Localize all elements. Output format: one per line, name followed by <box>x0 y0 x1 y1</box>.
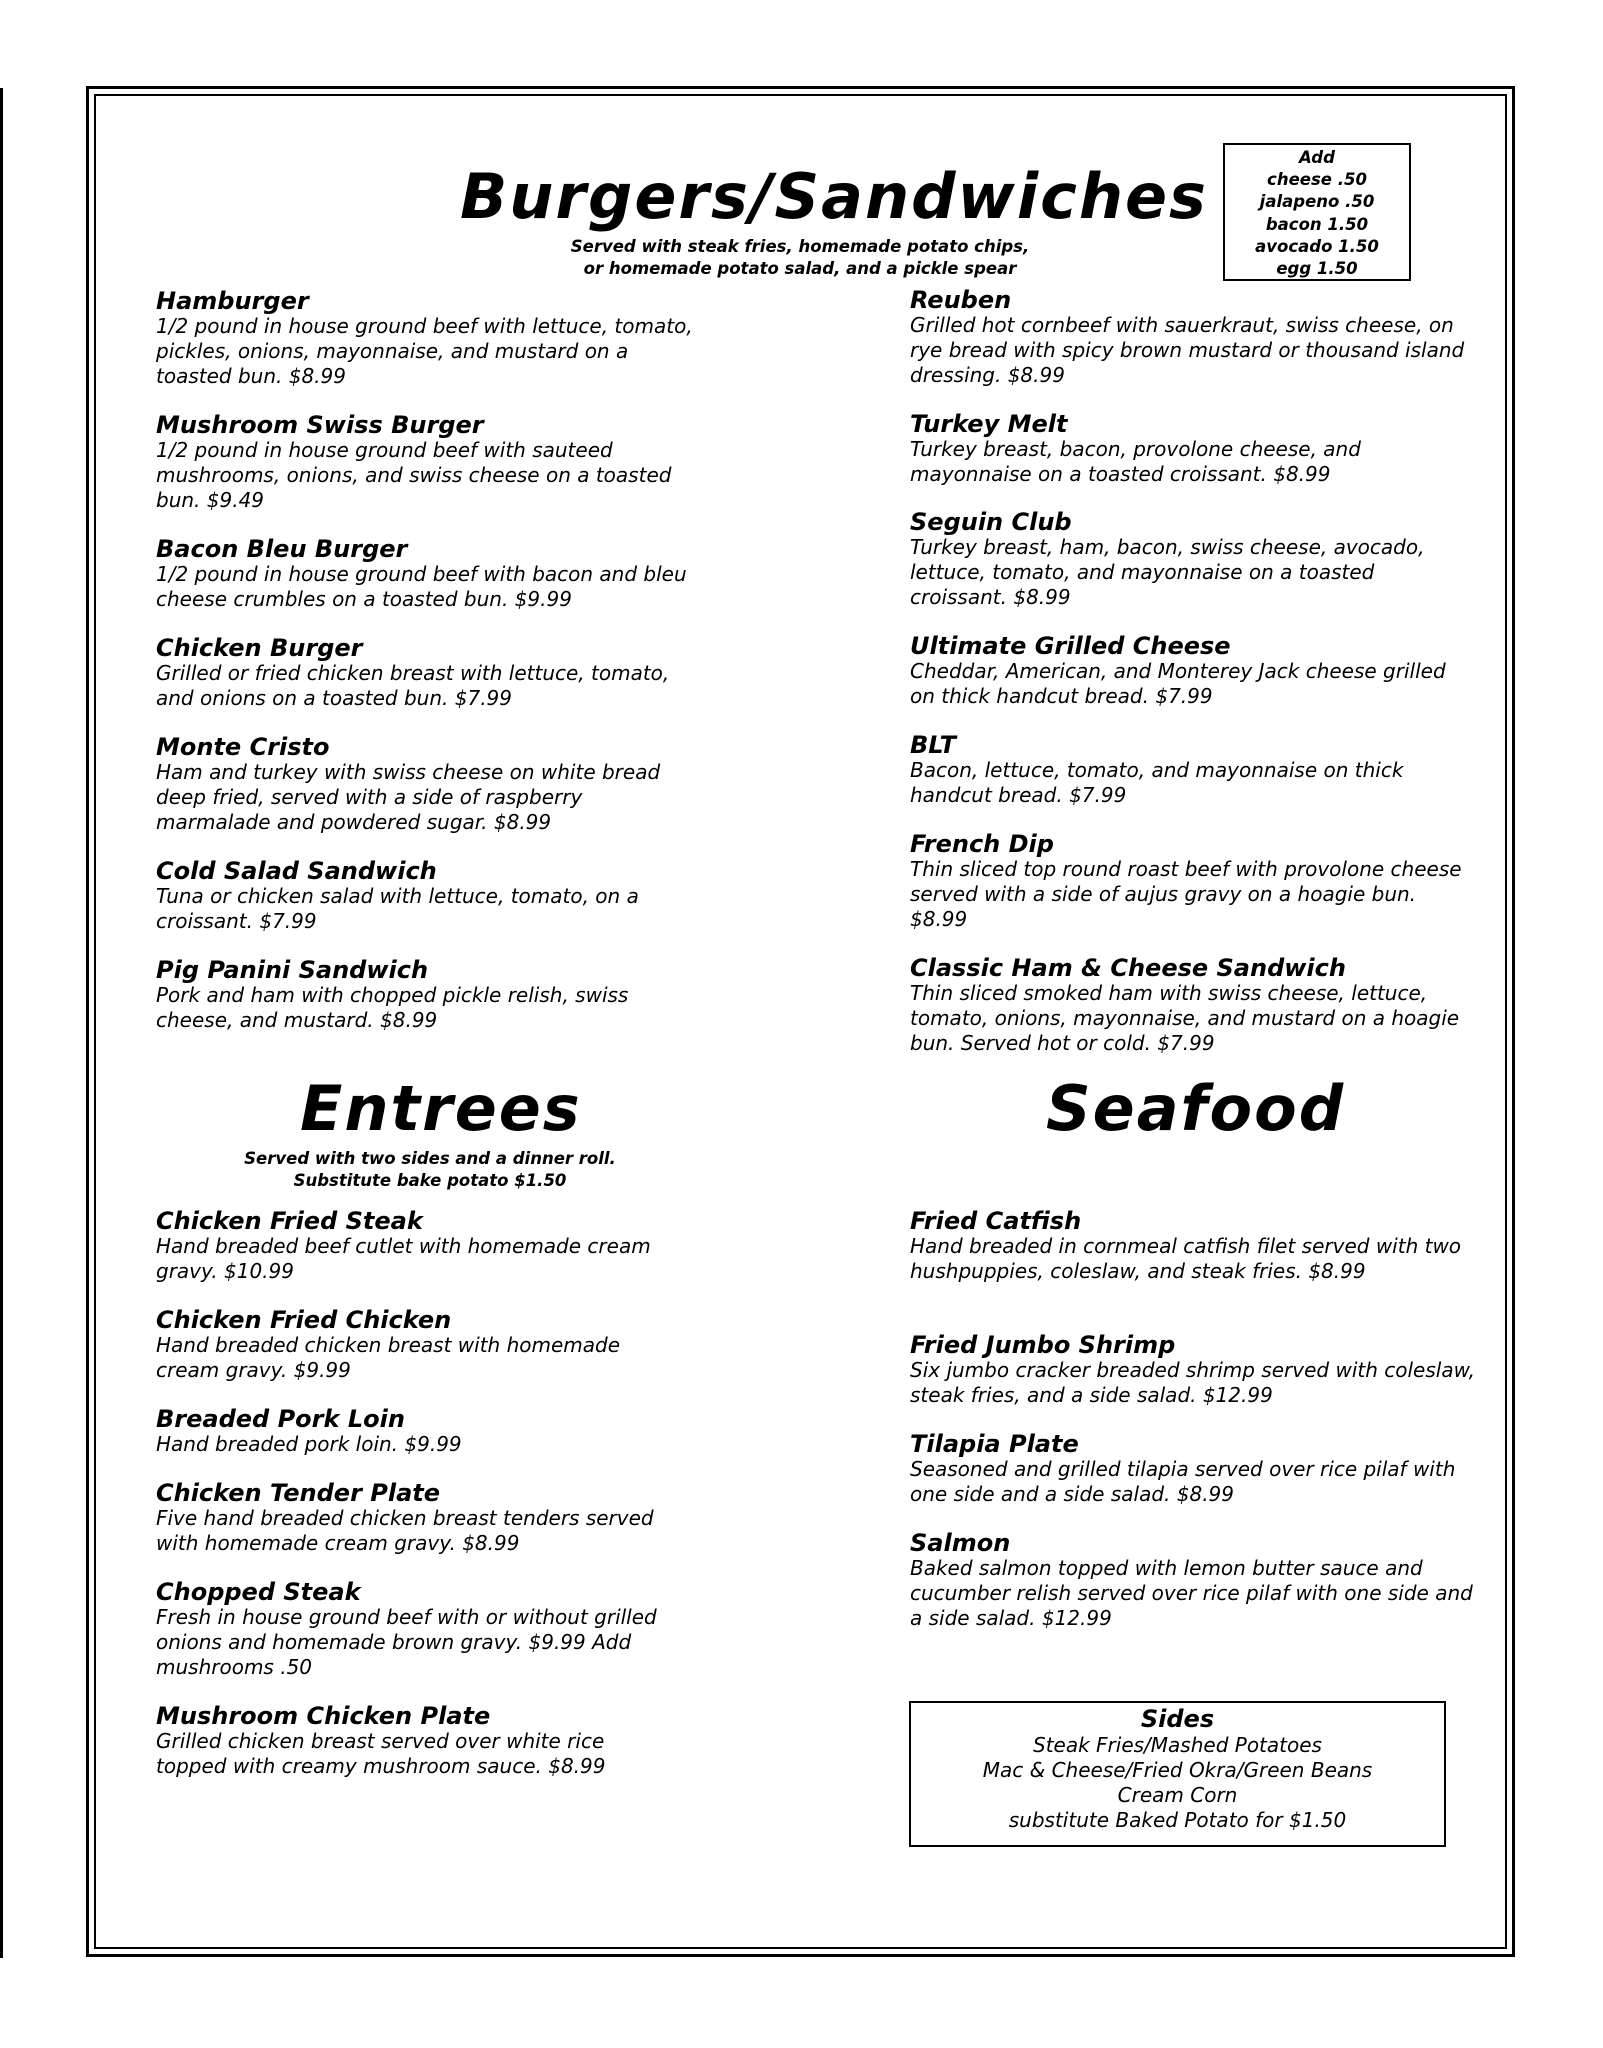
menu-item-turkey-melt <box>910 411 1470 487</box>
menu-item-chicken-fried-steak <box>156 1208 676 1284</box>
menu-item-description: Cheddar, American, and Monterey Jack cheese grilled on thick handcut bread. $7.99 <box>910 659 1446 708</box>
entrees-subtitle <box>170 1148 690 1192</box>
entrees-title: Entrees <box>300 1072 582 1145</box>
scan-edge-line <box>0 88 3 1958</box>
menu-item-description: 1/2 pound in house ground beef with lettuce, tomato, pickles, onions, mayonnaise, and mustard on a toasted bun. $8.99 <box>156 314 693 388</box>
menu-item-description: Fresh in house ground beef with or without grilled onions and homemade brown gravy. $9.99 Add mushrooms .50 <box>156 1605 657 1679</box>
menu-item-fried-jumbo-shrimp <box>910 1332 1480 1408</box>
menu-item-blt <box>910 732 1470 808</box>
sides-line: Mac & Cheese/Fried Okra/Green Beans <box>982 1758 1373 1782</box>
add-on-item: bacon 1.50 <box>1265 214 1369 234</box>
sides-line: Steak Fries/Mashed Potatoes <box>1033 1733 1322 1757</box>
add-on-item: cheese .50 <box>1267 170 1367 190</box>
menu-item-description: Hand breaded pork loin. $9.99 <box>156 1432 462 1456</box>
menu-item-name: Tilapia Plate <box>910 1430 1079 1458</box>
menu-item-salmon <box>910 1530 1480 1631</box>
sides-line: Cream Corn <box>1117 1783 1238 1807</box>
menu-item-description: Tuna or chicken salad with lettuce, tomato, on a croissant. $7.99 <box>156 884 639 933</box>
menu-item-cold-salad-sandwich <box>156 858 696 934</box>
menu-item-monte-cristo <box>156 734 696 835</box>
menu-item-description: Turkey breast, ham, bacon, swiss cheese, avocado, lettuce, tomato, and mayonnaise on a toasted croissant. $8.99 <box>910 535 1425 609</box>
menu-item-name: Breaded Pork Loin <box>156 1405 405 1433</box>
menu-item-description: Bacon, lettuce, tomato, and mayonnaise on thick handcut bread. $7.99 <box>910 758 1404 807</box>
menu-item-seguin-club <box>910 509 1470 610</box>
menu-item-name: Seguin Club <box>910 508 1072 536</box>
menu-item-description: Grilled hot cornbeef with sauerkraut, swiss cheese, on rye bread with spicy brown mustard or thousand island dressing. $8.99 <box>910 313 1465 387</box>
menu-item-bacon-bleu-burger <box>156 536 696 612</box>
menu-item-chicken-burger <box>156 635 696 711</box>
menu-item-french-dip <box>910 831 1470 932</box>
menu-item-description: Five hand breaded chicken breast tenders served with homemade cream gravy. $8.99 <box>156 1506 654 1555</box>
menu-item-name: Mushroom Swiss Burger <box>156 411 484 439</box>
burgers-subtitle-line1: Served with steak fries, homemade potato chips, <box>570 237 1030 256</box>
menu-item-name: Monte Cristo <box>156 733 330 761</box>
menu-item-name: French Dip <box>910 830 1054 858</box>
menu-item-name: Chopped Steak <box>156 1578 361 1606</box>
menu-item-name: BLT <box>910 731 956 759</box>
entrees-subtitle-line1: Served with two sides and a dinner roll. <box>244 1149 616 1168</box>
sides-box <box>909 1701 1446 1847</box>
menu-item-description: Turkey breast, bacon, provolone cheese, and mayonnaise on a toasted croissant. $8.99 <box>910 437 1361 486</box>
menu-item-description: Thin sliced smoked ham with swiss cheese, lettuce, tomato, onions, mayonnaise, and mustard on a hoagie bun. Served hot or cold. $7.99 <box>910 981 1460 1055</box>
add-ons-box <box>1223 143 1411 281</box>
menu-item-name: Chicken Fried Steak <box>156 1207 423 1235</box>
menu-item-name: Turkey Melt <box>910 410 1068 438</box>
burgers-subtitle <box>500 236 1100 280</box>
menu-item-description: Hand breaded in cornmeal catfish filet served with two hushpuppies, coleslaw, and steak fries. $8.99 <box>910 1234 1462 1283</box>
menu-item-name: Hamburger <box>156 287 309 315</box>
menu-item-mushroom-swiss-burger <box>156 412 696 513</box>
add-on-item: egg 1.50 <box>1276 259 1358 279</box>
menu-item-pig-panini-sandwich <box>156 957 696 1033</box>
menu-item-fried-catfish <box>910 1208 1480 1284</box>
seafood-title: Seafood <box>1046 1072 1346 1145</box>
menu-item-mushroom-chicken-plate <box>156 1703 676 1779</box>
menu-item-name: Fried Jumbo Shrimp <box>910 1331 1176 1359</box>
menu-item-chicken-tender-plate <box>156 1480 676 1556</box>
menu-item-description: Grilled or fried chicken breast with lettuce, tomato, and onions on a toasted bun. $7.99 <box>156 661 670 710</box>
menu-item-name: Fried Catfish <box>910 1207 1082 1235</box>
menu-item-hamburger <box>156 288 696 389</box>
menu-item-description: Baked salmon topped with lemon butter sauce and cucumber relish served over rice pilaf with one side and a side salad. $12.99 <box>910 1556 1473 1630</box>
add-on-item: jalapeno .50 <box>1259 192 1375 212</box>
menu-item-reuben <box>910 287 1470 388</box>
menu-item-name: Salmon <box>910 1529 1011 1557</box>
menu-item-description: 1/2 pound in house ground beef with bacon and bleu cheese crumbles on a toasted bun. $9.99 <box>156 562 687 611</box>
menu-item-description: Seasoned and grilled tilapia served over rice pilaf with one side and a side salad. $8.99 <box>910 1457 1456 1506</box>
menu-item-name: Mushroom Chicken Plate <box>156 1702 491 1730</box>
menu-item-chicken-fried-chicken <box>156 1307 676 1383</box>
menu-item-description: Hand breaded chicken breast with homemade cream gravy. $9.99 <box>156 1333 621 1382</box>
menu-item-name: Chicken Fried Chicken <box>156 1306 452 1334</box>
add-ons-heading: Add <box>1299 148 1335 167</box>
menu-item-name: Cold Salad Sandwich <box>156 857 437 885</box>
menu-item-name: Reuben <box>910 286 1012 314</box>
add-on-item: avocado 1.50 <box>1255 236 1379 256</box>
sides-title: Sides <box>1140 1705 1215 1733</box>
menu-item-name: Pig Panini Sandwich <box>156 956 429 984</box>
menu-item-description: 1/2 pound in house ground beef with sauteed mushrooms, onions, and swiss cheese on a toasted bun. $9.49 <box>156 438 672 512</box>
menu-item-name: Ultimate Grilled Cheese <box>910 632 1231 660</box>
entrees-subtitle-line2: Substitute bake potato $1.50 <box>293 1171 567 1190</box>
burgers-subtitle-line2: or homemade potato salad, and a pickle spear <box>583 259 1017 278</box>
menu-item-ultimate-grilled-cheese <box>910 633 1470 709</box>
menu-item-name: Chicken Tender Plate <box>156 1479 441 1507</box>
menu-item-description: Hand breaded beef cutlet with homemade cream gravy. $10.99 <box>156 1234 651 1283</box>
menu-item-description: Grilled chicken breast served over white rice topped with creamy mushroom sauce. $8.99 <box>156 1729 606 1778</box>
menu-item-description: Six jumbo cracker breaded shrimp served with coleslaw, steak fries, and a side salad. $12.99 <box>910 1358 1476 1407</box>
menu-item-chopped-steak <box>156 1579 676 1680</box>
menu-item-name: Bacon Bleu Burger <box>156 535 408 563</box>
menu-item-description: Pork and ham with chopped pickle relish, swiss cheese, and mustard. $8.99 <box>156 983 629 1032</box>
sides-line: substitute Baked Potato for $1.50 <box>1008 1808 1347 1832</box>
menu-item-tilapia-plate <box>910 1431 1480 1507</box>
menu-item-name: Chicken Burger <box>156 634 363 662</box>
menu-item-breaded-pork-loin <box>156 1406 676 1457</box>
menu-item-description: Thin sliced top round roast beef with provolone cheese served with a side of aujus gravy on a hoagie bun. $8.99 <box>910 857 1462 931</box>
burgers-sandwiches-title: Burgers/Sandwiches <box>460 160 1208 233</box>
menu-item-classic-ham-cheese-sandwich <box>910 955 1480 1056</box>
menu-item-name: Classic Ham & Cheese Sandwich <box>910 954 1346 982</box>
menu-item-description: Ham and turkey with swiss cheese on white bread deep fried, served with a side of raspberry marmalade and powdered sugar. $8.99 <box>156 760 661 834</box>
